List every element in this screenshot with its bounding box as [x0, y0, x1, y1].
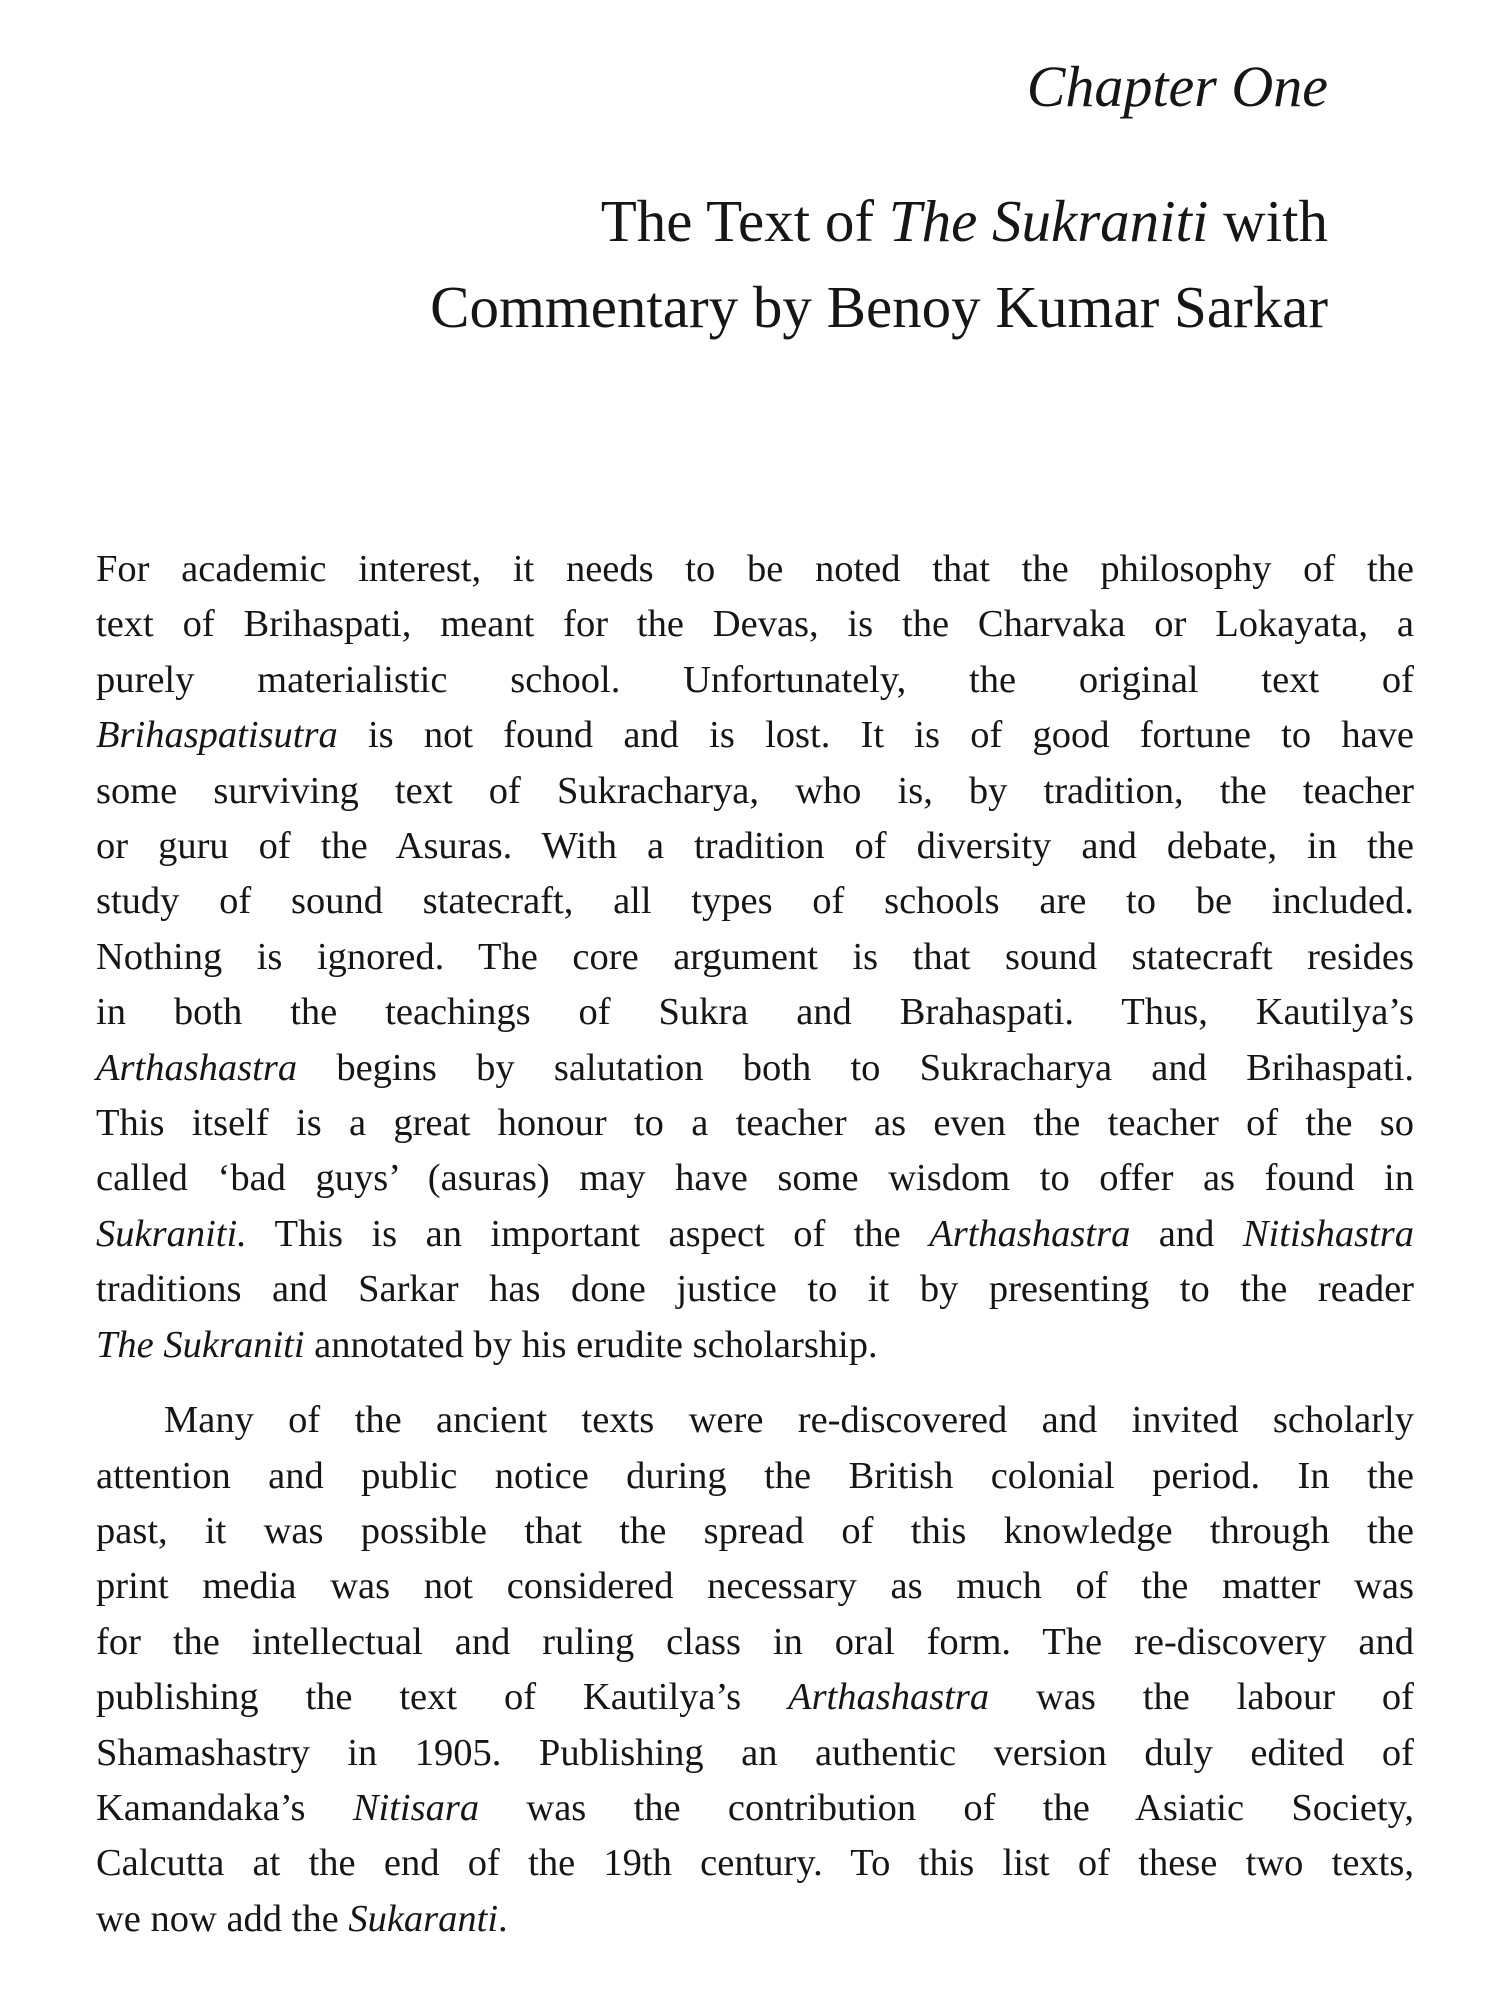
- text-line: for the intellectual and ruling class in oral form. The re-discovery and: [96, 1620, 1414, 1663]
- text-line: traditions and Sarkar has done justice to it by presenting to the reader: [96, 1268, 1414, 1311]
- text-line: called ‘bad guys’ (asuras) may have some wisdom to offer as found in: [96, 1157, 1414, 1200]
- title-text: with: [1208, 188, 1328, 254]
- italic-term: Nitisara: [352, 1786, 480, 1829]
- text-line: This itself is a great honour to a teacher as even the teacher of the so: [96, 1102, 1414, 1145]
- italic-term: Sukaranti: [348, 1897, 499, 1940]
- text-line: For academic interest, it needs to be noted that the philosophy of the: [96, 548, 1414, 590]
- line-text: begins by salutation both to Sukracharya and Brihaspati.: [297, 1046, 1414, 1089]
- text-line: Many of the ancient texts were re-discovered and invited scholarly: [164, 1399, 1414, 1442]
- italic-term: Arthashastra: [96, 1046, 298, 1089]
- italic-term: Brihaspatisutra: [96, 714, 338, 757]
- line-text: This is an important aspect of the: [246, 1212, 930, 1255]
- text-line: [96, 1892, 1414, 1947]
- italic-term: Sukraniti.: [96, 1212, 247, 1255]
- text-line: [96, 1318, 1414, 1373]
- italic-term: Nitishastra: [1242, 1212, 1415, 1255]
- italic-term: The Sukraniti: [96, 1323, 305, 1366]
- text-line: past, it was possible that the spread of this knowledge through the: [96, 1509, 1414, 1552]
- title-text: The Text of: [600, 188, 889, 254]
- line-text: and: [1130, 1212, 1243, 1255]
- text-line: text of Brihaspati, meant for the Devas, is the Charvaka or Lokayata, a: [96, 603, 1414, 646]
- text-line: some surviving text of Sukracharya, who is, by tradition, the teacher: [96, 769, 1414, 812]
- text-line: [96, 1670, 1414, 1725]
- text-line: in both the teachings of Sukra and Brahaspati. Thus, Kautilya’s: [96, 991, 1414, 1034]
- chapter-title: [128, 178, 1328, 350]
- line-text: we now add the: [96, 1897, 349, 1940]
- text-line: print media was not considered necessary as much of the matter was: [96, 1565, 1414, 1608]
- line-text: publishing the text of Kautilya’s: [96, 1676, 789, 1719]
- text-line: study of sound statecraft, all types of schools are to be included.: [96, 880, 1414, 923]
- text-line: [96, 1207, 1414, 1262]
- text-line: or guru of the Asuras. With a tradition of diversity and debate, in the: [96, 825, 1414, 868]
- text-line: [96, 1781, 1414, 1836]
- line-text: Kamandaka’s: [96, 1786, 353, 1829]
- text-line: [96, 1041, 1414, 1096]
- chapter-title-line-2: Commentary by Benoy Kumar Sarkar: [430, 274, 1328, 340]
- italic-term: Arthashastra: [788, 1676, 990, 1719]
- line-text: .: [498, 1897, 508, 1940]
- text-line: Nothing is ignored. The core argument is that sound statecraft resides: [96, 935, 1414, 978]
- line-text: annotated by his erudite scholarship.: [304, 1323, 878, 1366]
- line-text: is not found and is lost. It is of good fortune to have: [337, 714, 1414, 757]
- text-line: attention and public notice during the British colonial period. In the: [96, 1454, 1414, 1497]
- paragraph-2: [96, 1393, 1414, 1947]
- body-text: [96, 542, 1414, 1947]
- text-line: Shamashastry in 1905. Publishing an authentic version duly edited of: [96, 1731, 1414, 1774]
- paragraph-1: [96, 542, 1414, 1373]
- text-line: purely materialistic school. Unfortunately, the original text of: [96, 658, 1414, 701]
- text-line: Calcutta at the end of the 19th century. To this list of these two texts,: [96, 1842, 1414, 1885]
- text-line: [96, 708, 1414, 763]
- chapter-label: Chapter One: [1026, 54, 1328, 119]
- chapter-title-line-1: [128, 178, 1328, 264]
- title-italic-work: The Sukraniti: [888, 188, 1209, 254]
- line-text: was the contribution of the Asiatic Society,: [479, 1786, 1414, 1829]
- italic-term: Arthashastra: [929, 1212, 1131, 1255]
- line-text: was the labour of: [989, 1676, 1414, 1719]
